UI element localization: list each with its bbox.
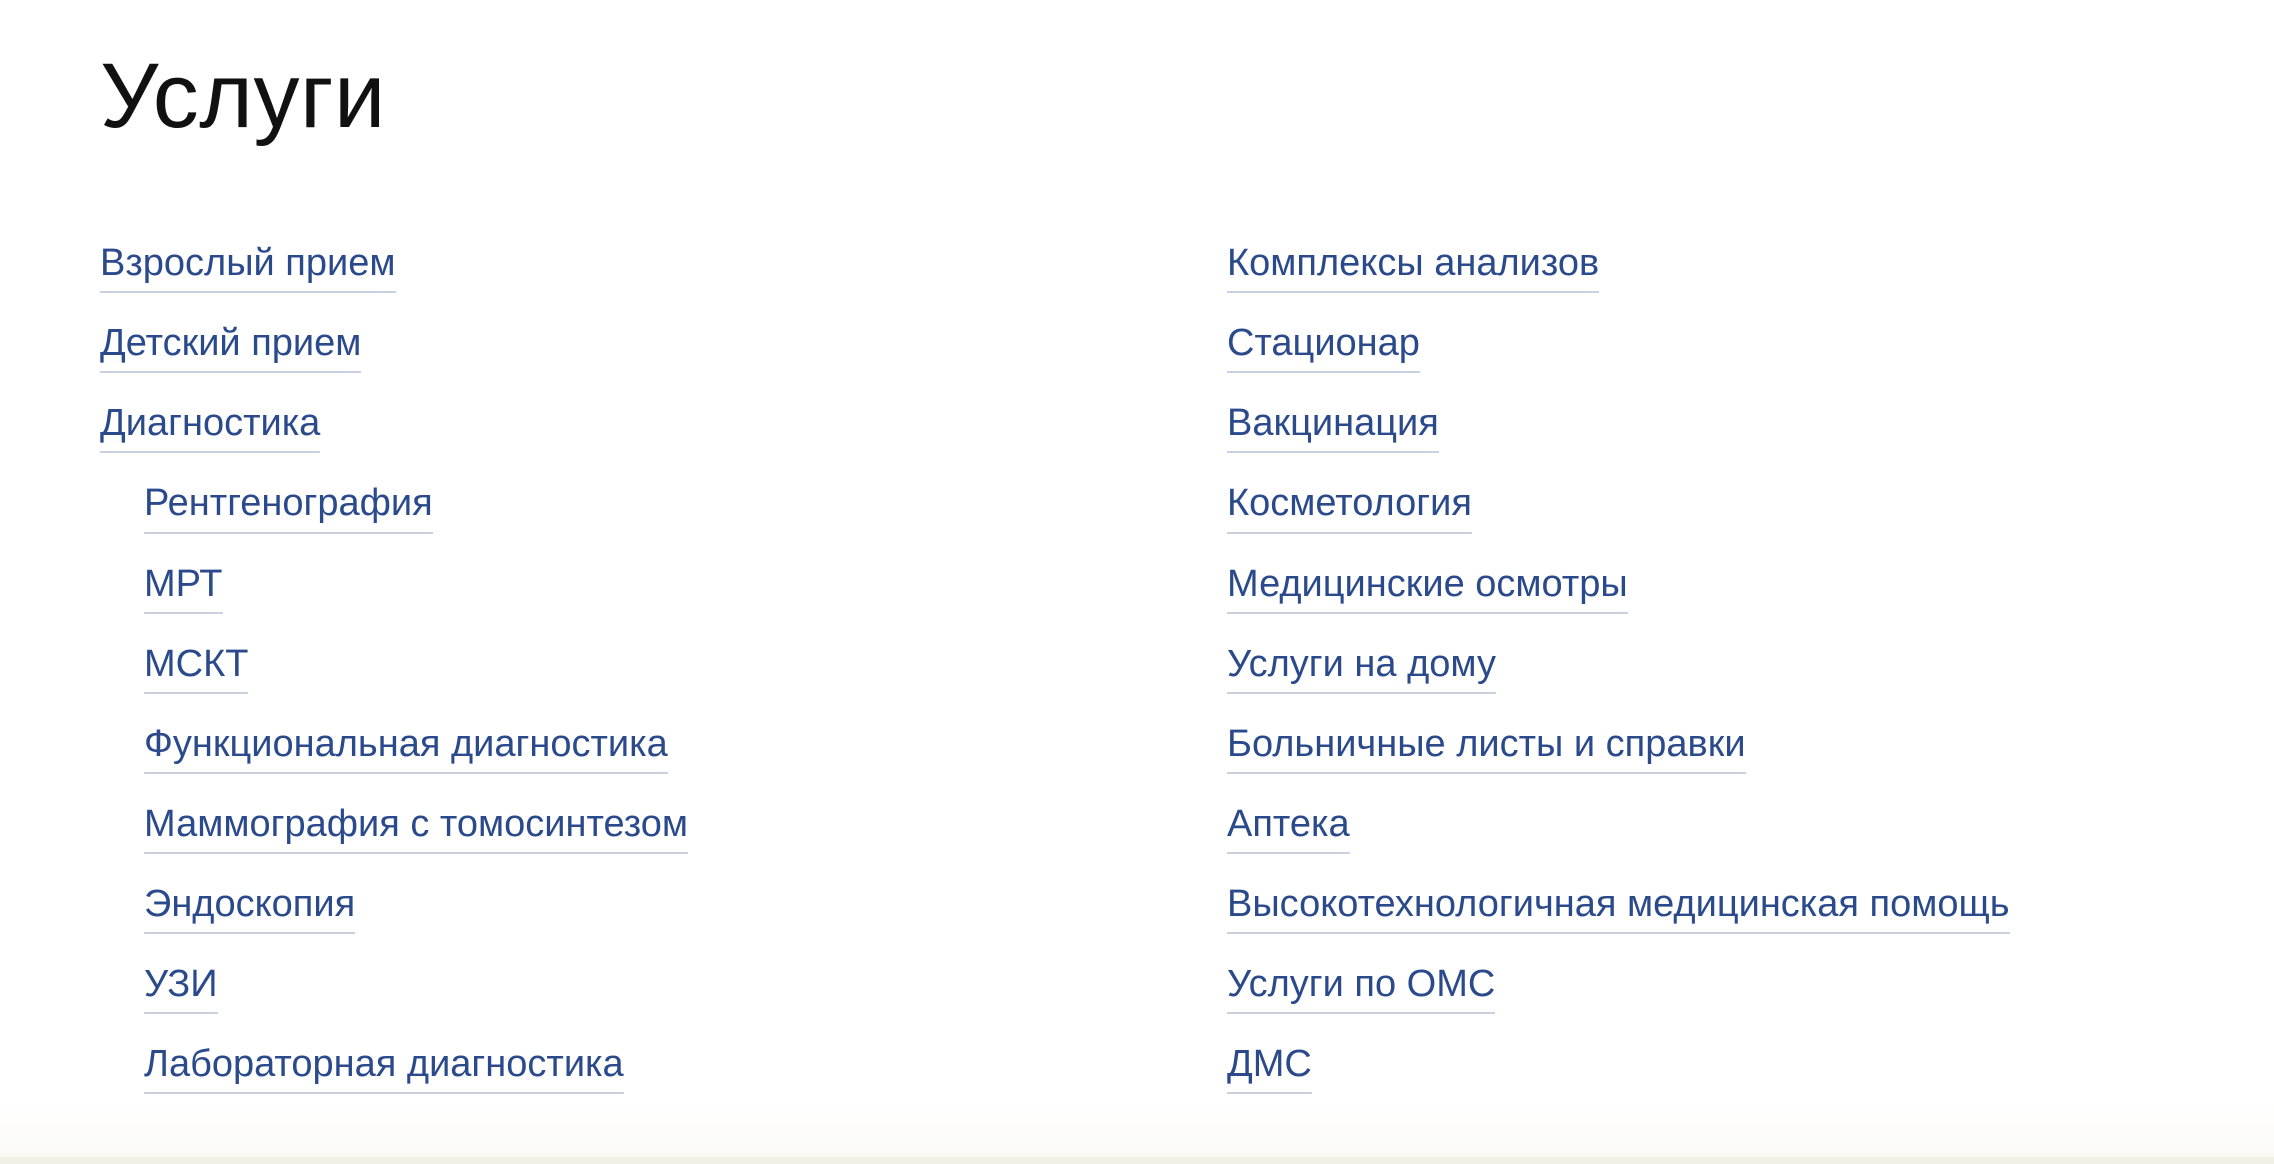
service-link[interactable]: Услуги по ОМС <box>1227 962 1495 1014</box>
service-list-item <box>1227 1042 2190 1094</box>
service-link[interactable]: УЗИ <box>144 962 218 1014</box>
service-link[interactable]: Комплексы анализов <box>1227 241 1599 293</box>
service-link[interactable]: Аптека <box>1227 802 1350 854</box>
services-columns <box>0 241 2274 1122</box>
service-list-item <box>1227 401 2190 453</box>
service-list-item <box>1227 802 2190 854</box>
service-list-item <box>100 481 1227 533</box>
service-link[interactable]: Высокотехнологичная медицинская помощь <box>1227 882 2010 934</box>
service-list-item <box>1227 882 2190 934</box>
service-link[interactable]: Больничные листы и справки <box>1227 722 1746 774</box>
service-list-item <box>1227 241 2190 293</box>
service-list-item <box>100 642 1227 694</box>
service-link[interactable]: Лабораторная диагностика <box>144 1042 624 1094</box>
service-list-item <box>100 401 1227 453</box>
service-link[interactable]: Услуги на дому <box>1227 642 1496 694</box>
services-column-left <box>100 241 1227 1122</box>
next-section-band <box>0 1157 2274 1164</box>
service-link[interactable]: Вакцинация <box>1227 401 1439 453</box>
service-link[interactable]: Косметология <box>1227 481 1472 533</box>
service-list-item <box>1227 481 2190 533</box>
service-list-item <box>100 1042 1227 1094</box>
service-link[interactable]: Стационар <box>1227 321 1420 373</box>
service-list-item <box>100 882 1227 934</box>
service-link[interactable]: МРТ <box>144 562 223 614</box>
next-section-top-edge <box>0 1100 2274 1164</box>
service-list-item <box>100 802 1227 854</box>
service-link[interactable]: Детский прием <box>100 321 361 373</box>
service-link[interactable]: МСКТ <box>144 642 248 694</box>
services-column-right <box>1227 241 2190 1122</box>
service-list-item <box>1227 562 2190 614</box>
service-list-item <box>100 321 1227 373</box>
service-list-item <box>1227 962 2190 1014</box>
service-list-item <box>100 962 1227 1014</box>
service-list-item <box>100 241 1227 293</box>
service-link[interactable]: Эндоскопия <box>144 882 355 934</box>
service-list-item <box>1227 321 2190 373</box>
service-link[interactable]: Взрослый прием <box>100 241 396 293</box>
service-link[interactable]: Медицинские осмотры <box>1227 562 1628 614</box>
service-list-item <box>1227 642 2190 694</box>
service-link[interactable]: Рентгенография <box>144 481 433 533</box>
page-title: Услуги <box>100 45 386 147</box>
service-link[interactable]: Маммография с томосинтезом <box>144 802 688 854</box>
service-list-item <box>1227 722 2190 774</box>
service-link[interactable]: Функциональная диагностика <box>144 722 668 774</box>
service-list-item <box>100 722 1227 774</box>
service-link[interactable]: Диагностика <box>100 401 320 453</box>
service-link[interactable]: ДМС <box>1227 1042 1312 1094</box>
service-list-item <box>100 562 1227 614</box>
